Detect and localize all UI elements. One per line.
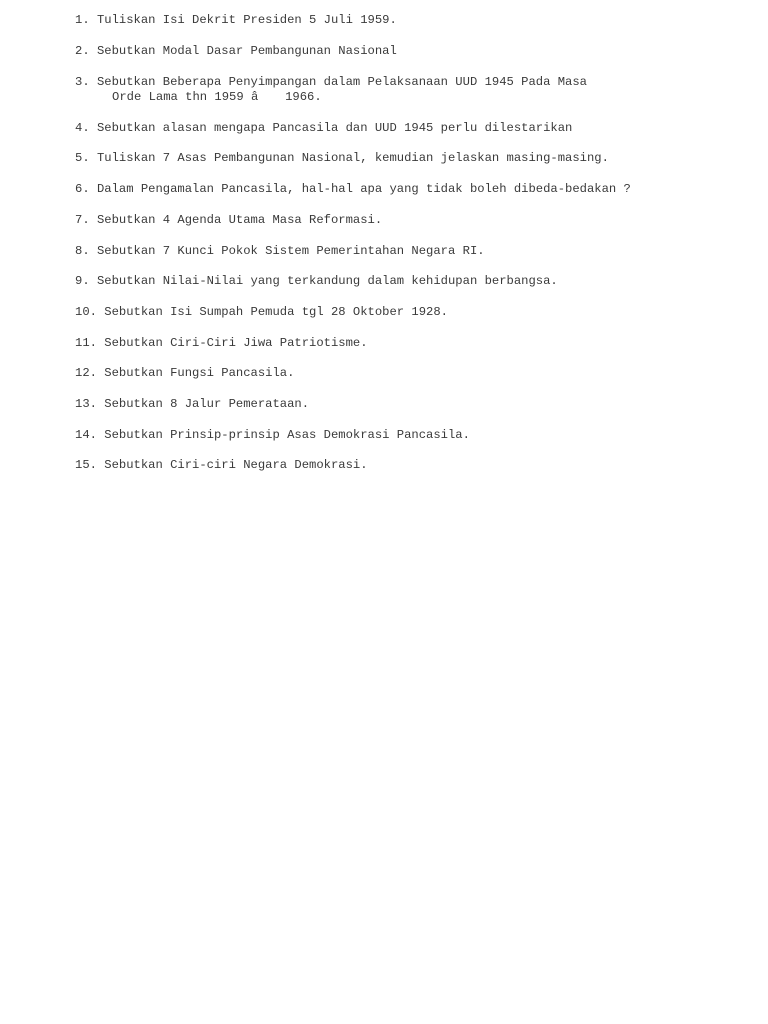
question-item: 10. Sebutkan Isi Sumpah Pemuda tgl 28 Oktober 1928. — [75, 305, 448, 319]
question-item: 6. Dalam Pengamalan Pancasila, hal-hal apa yang tidak boleh dibeda-bedakan ? — [75, 182, 631, 196]
question-item: 1. Tuliskan Isi Dekrit Presiden 5 Juli 1959. — [75, 13, 397, 27]
question-item: 15. Sebutkan Ciri-ciri Negara Demokrasi. — [75, 458, 368, 472]
question-line-continuation: Orde Lama thn 1959 â 1966. — [112, 90, 322, 104]
question-item: 8. Sebutkan 7 Kunci Pokok Sistem Pemerintahan Negara RI. — [75, 244, 485, 258]
question-item: 4. Sebutkan alasan mengapa Pancasila dan UUD 1945 perlu dilestarikan — [75, 121, 573, 135]
question-item: 11. Sebutkan Ciri-Ciri Jiwa Patriotisme. — [75, 336, 368, 350]
question-item: 9. Sebutkan Nilai-Nilai yang terkandung dalam kehidupan berbangsa. — [75, 274, 558, 288]
question-item — [75, 75, 587, 105]
question-item: 2. Sebutkan Modal Dasar Pembangunan Nasional — [75, 44, 397, 58]
question-item: 5. Tuliskan 7 Asas Pembangunan Nasional, kemudian jelaskan masing-masing. — [75, 151, 609, 165]
question-line: 3. Sebutkan Beberapa Penyimpangan dalam Pelaksanaan UUD 1945 Pada Masa — [75, 75, 587, 89]
question-item: 13. Sebutkan 8 Jalur Pemerataan. — [75, 397, 310, 411]
question-item: 14. Sebutkan Prinsip-prinsip Asas Demokrasi Pancasila. — [75, 428, 470, 442]
question-item: 7. Sebutkan 4 Agenda Utama Masa Reformasi. — [75, 213, 383, 227]
question-item: 12. Sebutkan Fungsi Pancasila. — [75, 366, 295, 380]
